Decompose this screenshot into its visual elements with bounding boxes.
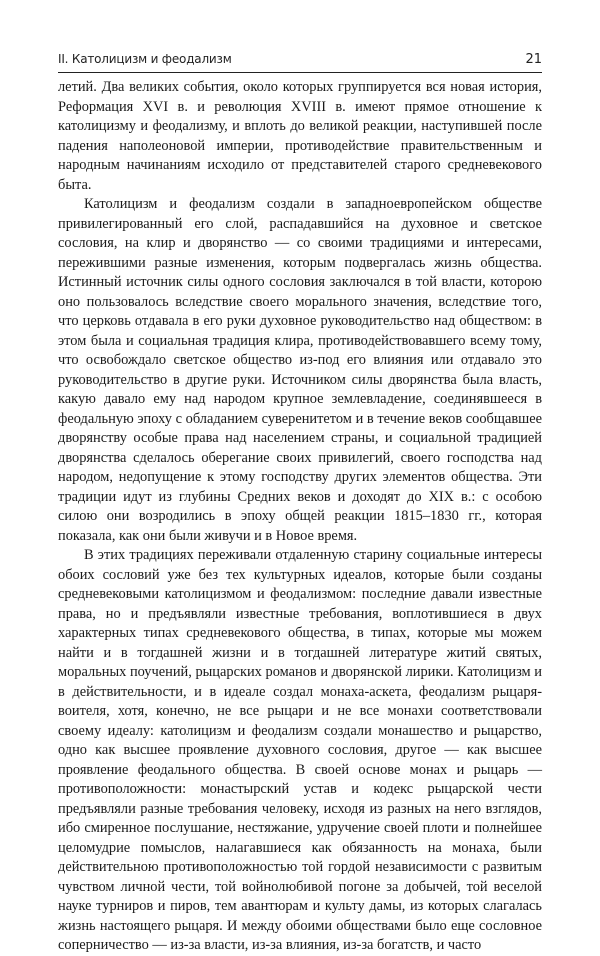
page-number: 21	[525, 52, 542, 67]
paragraph: В этих традициях переживали отдаленную старину социальные интересы обоих сословий уже без тех культурных идеалов, которые были созданы средневековыми католицизмом и феодализмом: последние давали известные права, но и предъявляли известные требования, воплотившиеся в двух характерных типах средневекового общества, в типах, которые мы можем найти и в тогдашней жизни и в тогдашней литературе житий святых, моральных поучений, рыцарских романов и дворянской лирики. Католицизм и в действительности, и в идеале создал монаха-аскета, феодализм рыцаря-воителя, хотя, конечно, не все рыцари и не все монахи соответствовали своему идеалу: католицизм и феодализм создали монашество и рыцарство, одно как высшее проявление духовного сословия, другое — как высшее проявление феодального общества. В своей основе монах и рыцарь — противоположности: монастырский устав и кодекс рыцарской чести предъявляли разные требования человеку, исходя из разных на него взглядов, ибо смиренное послушание, нестяжание, удручение своей плоти и полнейшее целомудрие помыслов, налагавшиеся как обязанность на монаха, были действительною противоположностью той гордой независимости с развитым чувством личной чести, той войнолюбивой погоне за добычей, той веселой науке турниров и пиров, тем авантюрам и культу дамы, из которых слагалась жизнь настоящего рыцаря. И между обоими обществами было еще сословное соперничество — из-за власти, из-за влияния, из-за богатств, и часто	[58, 547, 542, 953]
page-body	[58, 78, 542, 956]
paragraph-continued: летий. Два великих события, около которых группируется вся новая история, Реформация XVI в. и революция XVIII в. имеют прямое отношение к католицизму и феодализму, и вплоть до великой реакции, наступившей после падения наполеоновой империи, противодействие правительственным и народным начинаниям исходило от представителей старого средневекового быта.	[58, 79, 542, 193]
chapter-title: II. Католицизм и феодализм	[58, 52, 232, 66]
header-rule	[58, 72, 542, 73]
running-header	[58, 52, 542, 67]
paragraph: Католицизм и феодализм создали в западноевропейском обществе привилегированный его слой, распадавшийся на духовное и светское сословия, на клир и дворянство — со своими традициями и интересами, пережившими разные изменения, которым подвергалась жизнь общества. Истинный источник силы одного сословия заключался в той власти, которою оно пользовалось вследствие своего морального значения, вследствие того, что церковь отдавала в его руки духовное руководительство над обществом: в этом была и социальная традиция клира, противодействовавшего всему тому, что освобождало светское общество из-под его влияния или отдавало это руководительство в другие руки. Источником силы дворянства была власть, какую давало ему над народом крупное землевладение, соединявшееся в феодальную эпоху с обладанием суверенитетом и в течение веков сообщавшее дворянству особые права над населением страны, и социальной традицией дворянства сделалось оберегание своих привилегий, своего господства над народом, недопущение к этому господству других элементов общества. Эти традиции идут из глубины Средних веков и доходят до XIX в.: с особою силою они возродились в эпоху общей реакции 1815–1830 гг., которая показала, как они были живучи и в Новое время.	[58, 196, 542, 544]
